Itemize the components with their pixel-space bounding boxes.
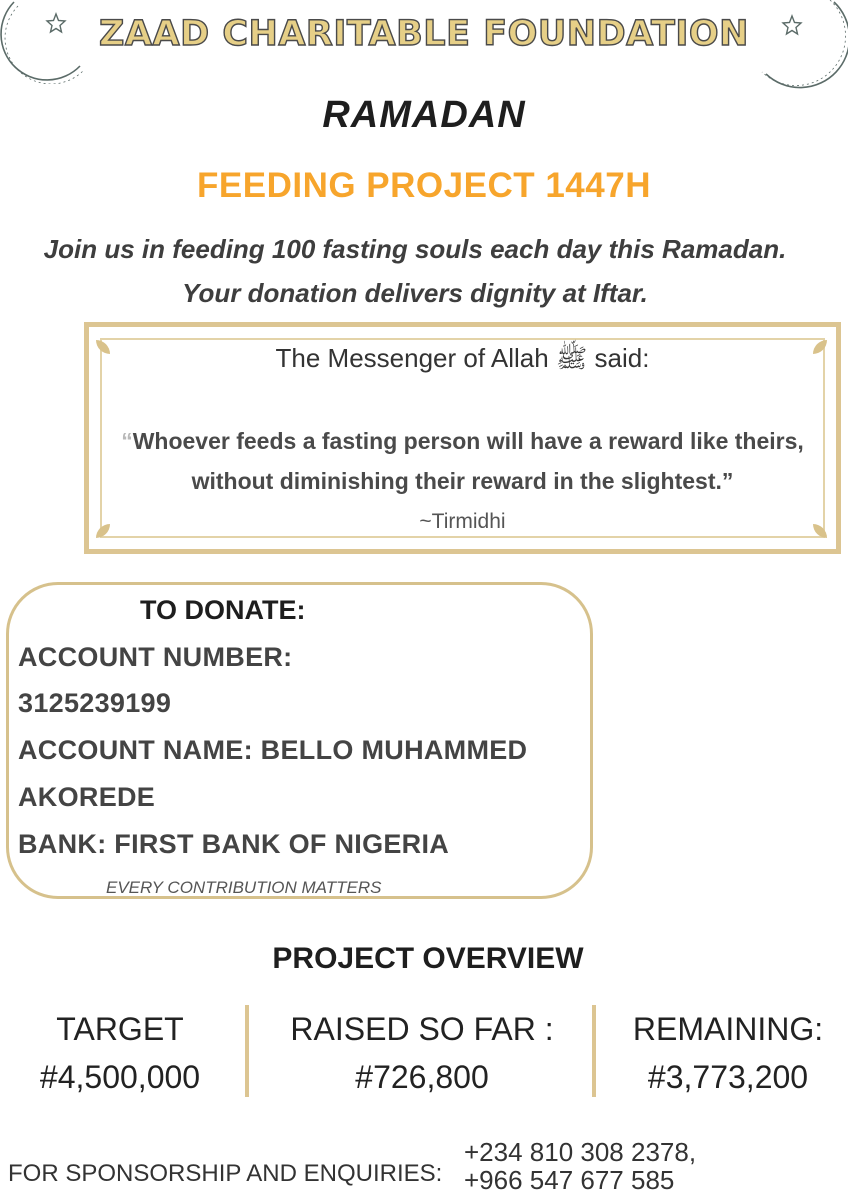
divider [592, 1005, 596, 1097]
contribution-note: EVERY CONTRIBUTION MATTERS [106, 878, 382, 897]
target-label: TARGET [56, 1011, 184, 1047]
contact-phones [464, 1138, 696, 1194]
target-stat [10, 1005, 230, 1101]
hadith-source: ~Tirmidhi [419, 510, 506, 533]
hadith-quote-line2: without diminishing their reward in the slightest.” [191, 468, 734, 494]
remaining-stat [610, 1005, 846, 1101]
raised-label: RAISED SO FAR : [290, 1011, 554, 1047]
bank-name: BANK: FIRST BANK OF NIGERIA [18, 829, 450, 859]
tagline-line2: Your donation delivers dignity at Iftar. [182, 278, 648, 308]
remaining-value: #3,773,200 [647, 1059, 809, 1095]
account-name: ACCOUNT NAME: BELLO MUHAMMED [18, 735, 528, 765]
hadith-quote-line1 [84, 428, 841, 455]
raised-value: #726,800 [355, 1059, 489, 1095]
ramadan-heading: RAMADAN [322, 94, 526, 136]
overview-title: PROJECT OVERVIEW [272, 942, 584, 975]
account-number-label: ACCOUNT NUMBER: [18, 642, 293, 672]
phone-saudi: +966 547 677 585 [464, 1165, 675, 1195]
sponsorship-label: FOR SPONSORSHIP AND ENQUIRIES: [8, 1160, 443, 1187]
project-heading: FEEDING PROJECT 1447H [197, 166, 651, 205]
tagline-line1: Join us in feeding 100 fasting souls each day this Ramadan. [43, 234, 787, 264]
hadith-quote-text1: Whoever feeds a fasting person will have a reward like theirs, [132, 428, 804, 454]
divider [245, 1005, 249, 1097]
org-title: ZAAD CHARITABLE FOUNDATION [99, 14, 749, 54]
donate-title: TO DONATE: [140, 595, 306, 625]
target-value: #4,500,000 [39, 1059, 201, 1095]
hadith-heading: The Messenger of Allah ﷺ said: [275, 343, 650, 373]
account-number: 3125239199 [18, 688, 172, 718]
phone-nigeria: +234 810 308 2378, [464, 1137, 697, 1167]
account-name-cont: AKOREDE [18, 782, 156, 812]
remaining-label: REMAINING: [632, 1011, 824, 1047]
raised-stat [262, 1005, 582, 1101]
quote-mark: “ [121, 428, 133, 454]
